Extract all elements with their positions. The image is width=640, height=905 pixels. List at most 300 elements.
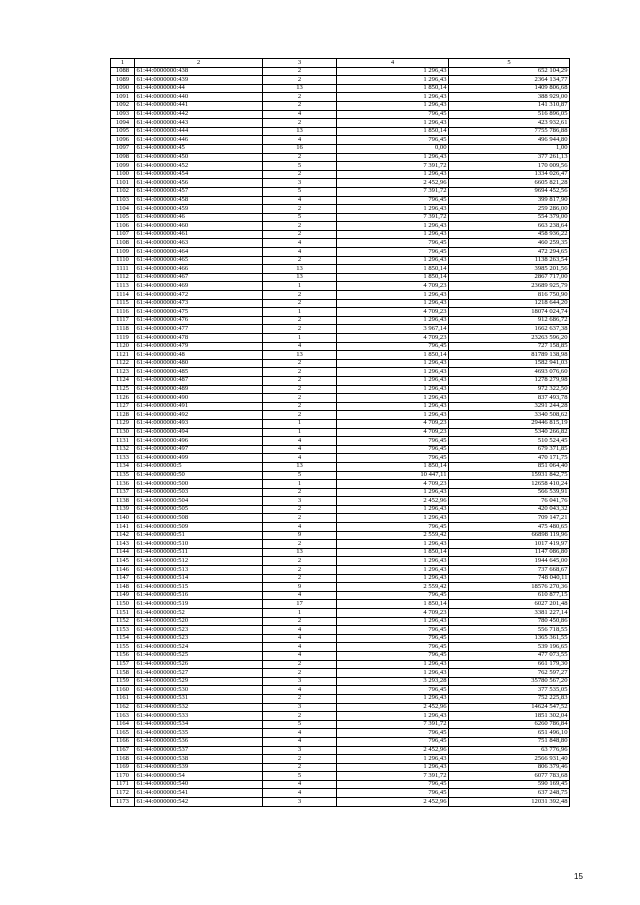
table-row [111, 84, 570, 93]
cadastral-number-cell: 61:44:0000000:541 [135, 789, 263, 798]
cadastral-number-cell: 61:44:0000000:537 [135, 746, 263, 755]
cadastral-number-cell: 61:44:0000000:442 [135, 110, 263, 119]
group-cell: 2 [263, 617, 337, 626]
table-row [111, 351, 570, 360]
table-row [111, 497, 570, 506]
value-cell: 651 496,10 [449, 729, 570, 738]
table-row [111, 334, 570, 343]
row-number-cell: 1117 [111, 316, 135, 325]
table-row [111, 686, 570, 695]
cadastral-number-cell: 61:44:0000000:499 [135, 454, 263, 463]
value-cell: 259 286,00 [449, 205, 570, 214]
rate-cell: 1 850,14 [337, 462, 449, 471]
table-row [111, 669, 570, 678]
cadastral-number-cell: 61:44:0000000:531 [135, 694, 263, 703]
row-number-cell: 1116 [111, 308, 135, 317]
column-header: 1 [111, 59, 135, 68]
cadastral-number-cell: 61:44:0000000:458 [135, 196, 263, 205]
value-cell: 76 041,76 [449, 497, 570, 506]
group-cell: 4 [263, 789, 337, 798]
group-cell: 4 [263, 737, 337, 746]
table-row [111, 411, 570, 420]
group-cell: 3 [263, 746, 337, 755]
row-number-cell: 1106 [111, 222, 135, 231]
group-cell: 1 [263, 419, 337, 428]
table-row [111, 291, 570, 300]
table-row [111, 557, 570, 566]
rate-cell: 1 296,43 [337, 291, 449, 300]
row-number-cell: 1103 [111, 196, 135, 205]
table-row [111, 144, 570, 153]
cadastral-number-cell: 61:44:0000000:493 [135, 419, 263, 428]
value-cell: 727 158,85 [449, 342, 570, 351]
rate-cell: 1 296,43 [337, 76, 449, 85]
rate-cell: 796,45 [337, 780, 449, 789]
rate-cell: 1 296,43 [337, 540, 449, 549]
cadastral-number-cell: 61:44:0000000:480 [135, 359, 263, 368]
row-number-cell: 1102 [111, 187, 135, 196]
row-number-cell: 1145 [111, 557, 135, 566]
value-cell: 972 322,50 [449, 385, 570, 394]
rate-cell: 2 452,96 [337, 497, 449, 506]
rate-cell: 1 296,43 [337, 394, 449, 403]
rate-cell: 796,45 [337, 248, 449, 257]
value-cell: 18074 024,74 [449, 308, 570, 317]
cadastral-number-cell: 61:44:0000000:5 [135, 462, 263, 471]
rate-cell: 1 850,14 [337, 84, 449, 93]
group-cell: 4 [263, 626, 337, 635]
rate-cell: 1 296,43 [337, 712, 449, 721]
table-row [111, 170, 570, 179]
row-number-cell: 1095 [111, 127, 135, 136]
table-row [111, 643, 570, 652]
rate-cell: 1 296,43 [337, 316, 449, 325]
cadastral-number-cell: 61:44:0000000:497 [135, 445, 263, 454]
table-row [111, 316, 570, 325]
group-cell: 2 [263, 291, 337, 300]
group-cell: 17 [263, 600, 337, 609]
table-row [111, 789, 570, 798]
cadastral-number-cell: 61:44:0000000:456 [135, 179, 263, 188]
value-cell: 2364 134,77 [449, 76, 570, 85]
row-number-cell: 1092 [111, 101, 135, 110]
rate-cell: 2 452,96 [337, 179, 449, 188]
rate-cell: 796,45 [337, 737, 449, 746]
group-cell: 4 [263, 634, 337, 643]
group-cell: 2 [263, 316, 337, 325]
table-row [111, 127, 570, 136]
rate-cell: 796,45 [337, 196, 449, 205]
group-cell: 2 [263, 368, 337, 377]
group-cell: 4 [263, 454, 337, 463]
table-row [111, 626, 570, 635]
row-number-cell: 1152 [111, 617, 135, 626]
cadastral-number-cell: 61:44:0000000:472 [135, 291, 263, 300]
cadastral-number-cell: 61:44:0000000:513 [135, 566, 263, 575]
group-cell: 3 [263, 798, 337, 807]
row-number-cell: 1127 [111, 402, 135, 411]
cadastral-number-cell: 61:44:0000000:438 [135, 67, 263, 76]
value-cell: 590 169,45 [449, 780, 570, 789]
table-row [111, 737, 570, 746]
group-cell: 2 [263, 205, 337, 214]
cadastral-number-cell: 61:44:0000000:505 [135, 505, 263, 514]
group-cell: 1 [263, 609, 337, 618]
cadastral-number-cell: 61:44:0000000:490 [135, 394, 263, 403]
group-cell: 16 [263, 144, 337, 153]
cadastral-number-cell: 61:44:0000000:485 [135, 368, 263, 377]
group-cell: 2 [263, 402, 337, 411]
table-row [111, 720, 570, 729]
value-cell: 610 877,15 [449, 591, 570, 600]
rate-cell: 1 296,43 [337, 101, 449, 110]
rate-cell: 1 296,43 [337, 230, 449, 239]
value-cell: 12031 392,48 [449, 798, 570, 807]
cadastral-number-cell: 61:44:0000000:452 [135, 162, 263, 171]
value-cell: 751 848,80 [449, 737, 570, 746]
group-cell: 5 [263, 213, 337, 222]
cadastral-number-cell: 61:44:0000000:534 [135, 720, 263, 729]
row-number-cell: 1120 [111, 342, 135, 351]
value-cell: 3985 201,56 [449, 265, 570, 274]
value-cell: 6027 201,48 [449, 600, 570, 609]
value-cell: 29446 815,19 [449, 419, 570, 428]
rate-cell: 796,45 [337, 651, 449, 660]
rate-cell: 2 452,96 [337, 746, 449, 755]
row-number-cell: 1143 [111, 540, 135, 549]
table-row [111, 119, 570, 128]
rate-cell: 4 709,23 [337, 480, 449, 489]
value-cell: 377 261,13 [449, 153, 570, 162]
rate-cell: 1 296,43 [337, 368, 449, 377]
value-cell: 472 294,65 [449, 248, 570, 257]
rate-cell: 1 296,43 [337, 119, 449, 128]
rate-cell: 1 296,43 [337, 205, 449, 214]
cadastral-number-cell: 61:44:0000000:465 [135, 256, 263, 265]
row-number-cell: 1132 [111, 445, 135, 454]
value-cell: 554 379,00 [449, 213, 570, 222]
cadastral-number-cell: 61:44:0000000:475 [135, 308, 263, 317]
group-cell: 2 [263, 170, 337, 179]
cadastral-number-cell: 61:44:0000000:520 [135, 617, 263, 626]
cadastral-number-cell: 61:44:0000000:469 [135, 282, 263, 291]
rate-cell: 1 296,43 [337, 153, 449, 162]
rate-cell: 1 296,43 [337, 488, 449, 497]
value-cell: 35780 567,20 [449, 677, 570, 686]
group-cell: 4 [263, 239, 337, 248]
cadastral-number-cell: 61:44:0000000:459 [135, 205, 263, 214]
value-cell: 1334 026,47 [449, 170, 570, 179]
row-number-cell: 1172 [111, 789, 135, 798]
table-row [111, 540, 570, 549]
value-cell: 5340 266,82 [449, 428, 570, 437]
value-cell: 18576 270,36 [449, 583, 570, 592]
value-cell: 912 686,72 [449, 316, 570, 325]
group-cell: 5 [263, 720, 337, 729]
row-number-cell: 1098 [111, 153, 135, 162]
row-number-cell: 1137 [111, 488, 135, 497]
value-cell: 12658 410,24 [449, 480, 570, 489]
rate-cell: 3 293,28 [337, 677, 449, 686]
row-number-cell: 1171 [111, 780, 135, 789]
value-cell: 539 196,65 [449, 643, 570, 652]
value-cell: 1278 279,98 [449, 376, 570, 385]
value-cell: 6605 821,28 [449, 179, 570, 188]
rate-cell: 4 709,23 [337, 308, 449, 317]
rate-cell: 1 296,43 [337, 93, 449, 102]
value-cell: 2867 717,00 [449, 273, 570, 282]
rate-cell: 1 296,43 [337, 67, 449, 76]
column-header: 3 [263, 59, 337, 68]
row-number-cell: 1138 [111, 497, 135, 506]
group-cell: 1 [263, 282, 337, 291]
table-row [111, 162, 570, 171]
column-header: 4 [337, 59, 449, 68]
value-cell: 637 248,75 [449, 789, 570, 798]
value-cell: 510 524,45 [449, 437, 570, 446]
group-cell: 2 [263, 394, 337, 403]
value-cell: 709 147,21 [449, 514, 570, 523]
cadastral-number-cell: 61:44:0000000:503 [135, 488, 263, 497]
row-number-cell: 1134 [111, 462, 135, 471]
group-cell: 13 [263, 548, 337, 557]
cadastral-number-cell: 61:44:0000000:529 [135, 677, 263, 686]
row-number-cell: 1111 [111, 265, 135, 274]
value-cell: 816 750,90 [449, 291, 570, 300]
table-row [111, 772, 570, 781]
table-row [111, 514, 570, 523]
row-number-cell: 1115 [111, 299, 135, 308]
cadastral-number-cell: 61:44:0000000:525 [135, 651, 263, 660]
table-row [111, 437, 570, 446]
table-row [111, 256, 570, 265]
table-row [111, 729, 570, 738]
table-row [111, 523, 570, 532]
cadastral-number-cell: 61:44:0000000:510 [135, 540, 263, 549]
rate-cell: 1 296,43 [337, 694, 449, 703]
table-row [111, 136, 570, 145]
group-cell: 2 [263, 256, 337, 265]
rate-cell: 1 296,43 [337, 617, 449, 626]
value-cell: 1409 806,68 [449, 84, 570, 93]
rate-cell: 796,45 [337, 239, 449, 248]
value-cell: 1582 941,03 [449, 359, 570, 368]
cadastral-number-cell: 61:44:0000000:454 [135, 170, 263, 179]
rate-cell: 1 296,43 [337, 574, 449, 583]
cadastral-number-cell: 61:44:0000000:511 [135, 548, 263, 557]
value-cell: 399 817,90 [449, 196, 570, 205]
rate-cell: 4 709,23 [337, 428, 449, 437]
row-number-cell: 1167 [111, 746, 135, 755]
table-row [111, 703, 570, 712]
group-cell: 2 [263, 540, 337, 549]
rate-cell: 4 709,23 [337, 609, 449, 618]
table-row [111, 308, 570, 317]
cadastral-number-cell: 61:44:0000000:457 [135, 187, 263, 196]
group-cell: 2 [263, 694, 337, 703]
rate-cell: 1 850,14 [337, 273, 449, 282]
rate-cell: 1 296,43 [337, 566, 449, 575]
row-number-cell: 1164 [111, 720, 135, 729]
group-cell: 4 [263, 136, 337, 145]
table-row [111, 299, 570, 308]
row-number-cell: 1136 [111, 480, 135, 489]
value-cell: 679 371,85 [449, 445, 570, 454]
rate-cell: 796,45 [337, 437, 449, 446]
group-cell: 2 [263, 505, 337, 514]
group-cell: 3 [263, 703, 337, 712]
value-cell: 420 043,32 [449, 505, 570, 514]
row-number-cell: 1141 [111, 523, 135, 532]
table-row [111, 205, 570, 214]
table-row [111, 385, 570, 394]
table-row [111, 548, 570, 557]
rate-cell: 796,45 [337, 342, 449, 351]
group-cell: 2 [263, 669, 337, 678]
cadastral-number-cell: 61:44:0000000:519 [135, 600, 263, 609]
group-cell: 4 [263, 651, 337, 660]
rate-cell: 796,45 [337, 523, 449, 532]
row-number-cell: 1133 [111, 454, 135, 463]
row-number-cell: 1094 [111, 119, 135, 128]
table-row [111, 634, 570, 643]
group-cell: 4 [263, 248, 337, 257]
cadastral-number-cell: 61:44:0000000:444 [135, 127, 263, 136]
row-number-cell: 1107 [111, 230, 135, 239]
rate-cell: 1 296,43 [337, 402, 449, 411]
cadastral-number-cell: 61:44:0000000:467 [135, 273, 263, 282]
table-row [111, 248, 570, 257]
table-row [111, 651, 570, 660]
group-cell: 5 [263, 187, 337, 196]
row-number-cell: 1124 [111, 376, 135, 385]
rate-cell: 796,45 [337, 643, 449, 652]
rate-cell: 3 967,14 [337, 325, 449, 334]
rate-cell: 796,45 [337, 729, 449, 738]
value-cell: 663 238,64 [449, 222, 570, 231]
table-row [111, 480, 570, 489]
cadastral-number-cell: 61:44:0000000:533 [135, 712, 263, 721]
cadastral-number-cell: 61:44:0000000:50 [135, 471, 263, 480]
row-number-cell: 1122 [111, 359, 135, 368]
value-cell: 458 936,22 [449, 230, 570, 239]
rate-cell: 10 447,11 [337, 471, 449, 480]
group-cell: 2 [263, 755, 337, 764]
rate-cell: 1 296,43 [337, 359, 449, 368]
table-row [111, 694, 570, 703]
value-cell: 23263 596,20 [449, 334, 570, 343]
cadastral-number-cell: 61:44:0000000:466 [135, 265, 263, 274]
value-cell: 496 944,80 [449, 136, 570, 145]
row-number-cell: 1093 [111, 110, 135, 119]
table-row [111, 368, 570, 377]
page-number: 15 [574, 872, 583, 881]
cadastral-number-cell: 61:44:0000000:538 [135, 755, 263, 764]
rate-cell: 4 709,23 [337, 419, 449, 428]
value-cell: 2566 931,40 [449, 755, 570, 764]
rate-cell: 1 296,43 [337, 514, 449, 523]
row-number-cell: 1154 [111, 634, 135, 643]
value-cell: 652 104,29 [449, 67, 570, 76]
rate-cell: 2 559,42 [337, 583, 449, 592]
value-cell: 475 480,65 [449, 523, 570, 532]
group-cell: 13 [263, 273, 337, 282]
cadastral-number-cell: 61:44:0000000:542 [135, 798, 263, 807]
row-number-cell: 1140 [111, 514, 135, 523]
table-row [111, 282, 570, 291]
value-cell: 4693 076,60 [449, 368, 570, 377]
table-row [111, 798, 570, 807]
value-cell: 556 718,55 [449, 626, 570, 635]
cadastral-number-cell: 61:44:0000000:487 [135, 376, 263, 385]
rate-cell: 7 391,72 [337, 162, 449, 171]
value-cell: 6260 786,84 [449, 720, 570, 729]
rate-cell: 1 296,43 [337, 256, 449, 265]
table-row [111, 376, 570, 385]
rate-cell: 1 296,43 [337, 170, 449, 179]
rate-cell: 1 296,43 [337, 763, 449, 772]
row-number-cell: 1088 [111, 67, 135, 76]
row-number-cell: 1163 [111, 712, 135, 721]
value-cell: 81789 138,98 [449, 351, 570, 360]
rate-cell: 1 850,14 [337, 265, 449, 274]
group-cell: 2 [263, 566, 337, 575]
rate-cell: 1 296,43 [337, 669, 449, 678]
row-number-cell: 1129 [111, 419, 135, 428]
row-number-cell: 1118 [111, 325, 135, 334]
group-cell: 1 [263, 428, 337, 437]
cadastral-number-cell: 61:44:0000000:515 [135, 583, 263, 592]
cadastral-number-cell: 61:44:0000000:463 [135, 239, 263, 248]
group-cell: 9 [263, 531, 337, 540]
group-cell: 4 [263, 729, 337, 738]
table-row [111, 93, 570, 102]
row-number-cell: 1151 [111, 609, 135, 618]
group-cell: 2 [263, 359, 337, 368]
group-cell: 2 [263, 557, 337, 566]
table-row [111, 187, 570, 196]
group-cell: 2 [263, 67, 337, 76]
rate-cell: 1 296,43 [337, 755, 449, 764]
row-number-cell: 1090 [111, 84, 135, 93]
group-cell: 2 [263, 222, 337, 231]
cadastral-number-cell: 61:44:0000000:478 [135, 334, 263, 343]
group-cell: 4 [263, 523, 337, 532]
cadastral-number-cell: 61:44:0000000:460 [135, 222, 263, 231]
value-cell: 661 179,30 [449, 660, 570, 669]
cadastral-number-cell: 61:44:0000000:524 [135, 643, 263, 652]
row-number-cell: 1096 [111, 136, 135, 145]
cadastral-number-cell: 61:44:0000000:52 [135, 609, 263, 618]
cadastral-number-cell: 61:44:0000000:516 [135, 591, 263, 600]
value-cell: 516 896,05 [449, 110, 570, 119]
table-row [111, 574, 570, 583]
table-row [111, 67, 570, 76]
cadastral-number-cell: 61:44:0000000:440 [135, 93, 263, 102]
cadastral-number-cell: 61:44:0000000:530 [135, 686, 263, 695]
group-cell: 4 [263, 591, 337, 600]
row-number-cell: 1153 [111, 626, 135, 635]
value-cell: 1662 637,38 [449, 325, 570, 334]
rate-cell: 796,45 [337, 789, 449, 798]
table-row [111, 153, 570, 162]
row-number-cell: 1104 [111, 205, 135, 214]
value-cell: 1147 086,80 [449, 548, 570, 557]
group-cell: 2 [263, 763, 337, 772]
table-row [111, 462, 570, 471]
value-cell: 23689 925,79 [449, 282, 570, 291]
cadastral-number-cell: 61:44:0000000:532 [135, 703, 263, 712]
